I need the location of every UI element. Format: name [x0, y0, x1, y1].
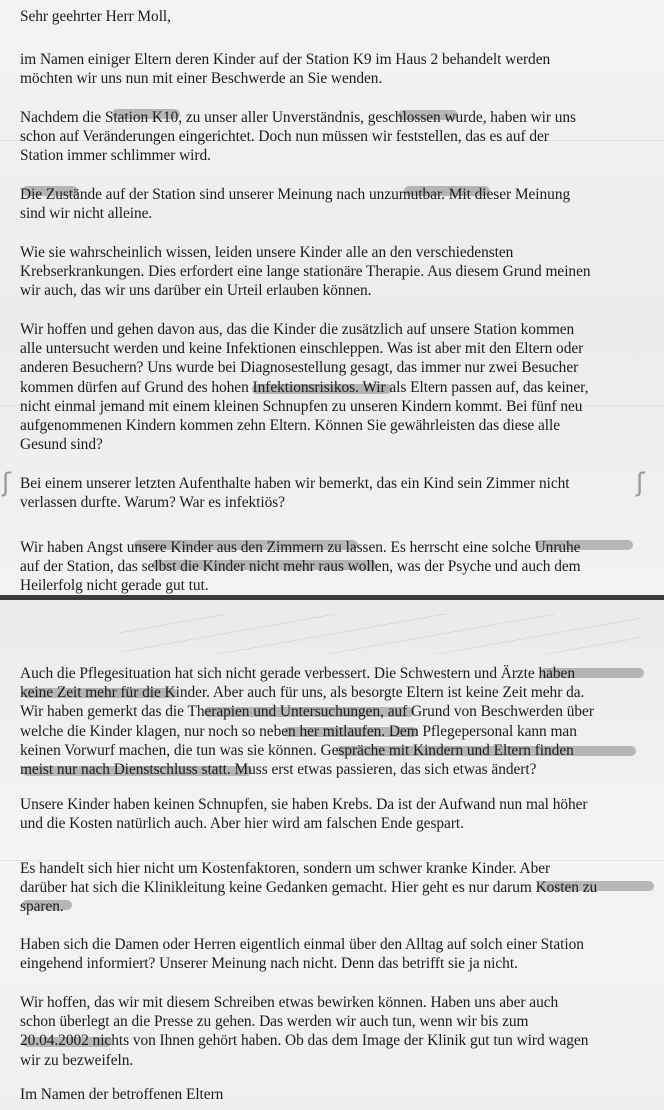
letter-paragraph: Wir haben Angst unsere Kinder aus den Zimmern zu lassen. Es herrscht eine solche Unruhe auf der Station, das selbst die Kinder nicht mehr raus wollen, was der Psyche und auch dem Heilerfolg nicht gerade gut tut. [20, 539, 581, 595]
letter-paragraph: Wir hoffen und gehen davon aus, das die Kinder die zusätzlich auf unsere Station kommen alle untersucht werden und keine Infektionen einschleppen. Was ist aber mit den Eltern oder anderen Besuchern? Uns wurde bei Diagnosestellung gesagt, das immer nur zwei Besucher kommen dürfen auf Grund des hohen Infektionsrisikos. Wir als Eltern passen auf, das keiner, nicht einmal jemand mit einem kleinen Schnupfen zu unseren Kindern kommt. Bei fünf neu aufgenommenen Kindern kommen zehn Eltern. Können Sie gewährleisten das diese alle Gesund sind? [20, 321, 589, 454]
letter-salutation: Sehr geehrter Herr Moll, [20, 8, 171, 25]
letter-paragraph: Bei einem unserer letzten Aufenthalte haben wir bemerkt, das ein Kind sein Zimmer nicht verlassen durfte. Warum? War es infektiös? [20, 475, 570, 512]
margin-mark-right: ʃ [636, 468, 645, 498]
letter-paragraph: Wie sie wahrscheinlich wissen, leiden unsere Kinder alle an den verschiedensten Krebserkrankungen. Dies erfordert eine lange stationäre Therapie. Aus diesem Grund meinen wir auch, das wir uns darüber ein Urteil erlauben können. [20, 244, 591, 300]
letter-paragraph: Auch die Pflegesituation hat sich nicht gerade verbessert. Die Schwestern und Ärzte haben keine Zeit mehr für die Kinder. Aber auch für uns, als besorgte Eltern ist keine Zeit mehr da. Wir haben gemerkt das die Therapien und Untersuchungen, auf Grund von Beschwerden über welche die Kinder klagen, nur noch so neben her mitlaufen. Dem Pflegepersonal kann man keinen Vorwurf machen, die tun was sie können. Gespräche mit Kindern und Eltern finden meist nur nach Dienstschluss statt. Muss erst etwas passieren, das sich etwas ändert? [20, 665, 594, 779]
letter-paragraph: Haben sich die Damen oder Herren eigentlich einmal über den Alltag auf solch einer Station eingehend informiert? Unserer Meinung nach nicht. Denn das betrifft sie ja nicht. [20, 936, 584, 973]
letter-paragraph: Wir hoffen, das wir mit diesem Schreiben etwas bewirken können. Haben uns aber auch schon überlegt an die Presse zu gehen. Das werden wir auch tun, wenn wir bis zum 20.04.2002 nichts von Ihnen gehört haben. Ob das dem Image der Klinik gut tun wird wagen wir zu bezweifeln. [20, 994, 589, 1069]
letter-paragraph: Unsere Kinder haben keinen Schnupfen, sie haben Krebs. Da ist der Aufwand nun mal höher und die Kosten natürlich auch. Aber hier wird am falschen Ende gespart. [20, 796, 588, 833]
bleed-through-text [120, 614, 640, 654]
margin-mark-left: ʃ [2, 468, 11, 498]
letter-paragraph: Nachdem die Station K10, zu unser aller Unverständnis, geschlossen wurde, haben wir uns schon auf Veränderungen eingerichtet. Doch nun müssen wir feststellen, das es auf der Station immer schlimmer wird. [20, 109, 576, 165]
letter-paragraph: Die Zustände auf der Station sind unserer Meinung nach unzumutbar. Mit dieser Meinung sind wir nicht alleine. [20, 186, 571, 223]
page-fold-divider [0, 595, 664, 600]
letter-paragraph: Es handelt sich hier nicht um Kostenfaktoren, sondern um schwer kranke Kinder. Aber darüber hat sich die Klinikleitung keine Gedanken gemacht. Hier geht es nur darum Kosten zu sparen. [20, 860, 598, 916]
letter-paragraph: im Namen einiger Eltern deren Kinder auf der Station K9 im Haus 2 behandelt werden möchten wir uns nun mit einer Beschwerde an Sie wenden. [20, 51, 551, 88]
letter-closing: Im Namen der betroffenen Eltern [20, 1086, 224, 1103]
